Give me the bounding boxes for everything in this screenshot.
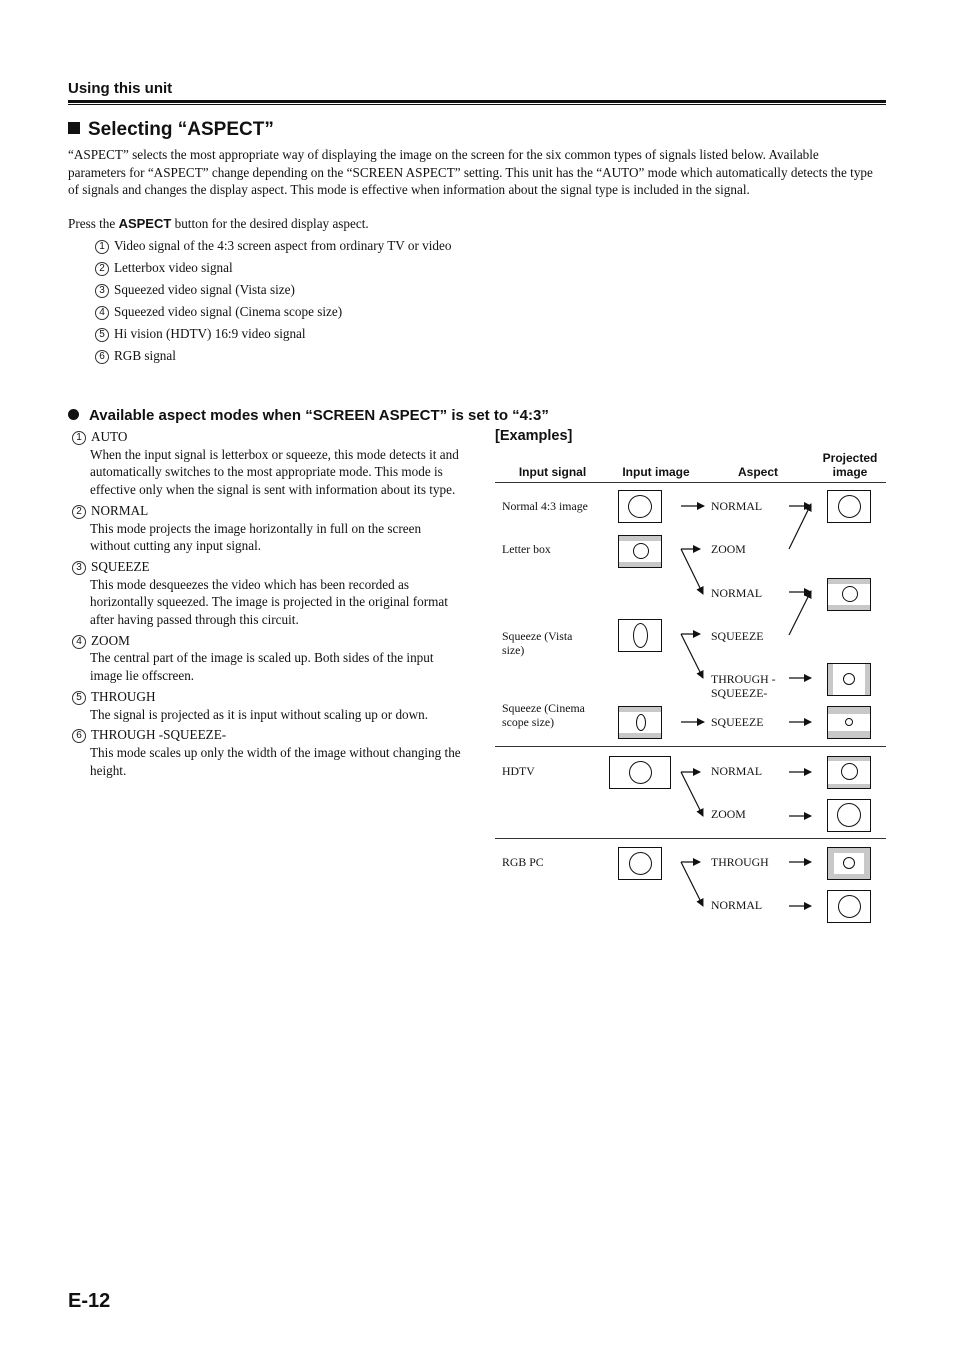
mode-title: THROUGH -SQUEEZE- [91,727,227,743]
mode-desc: When the input signal is letterbox or squeeze, this mode detects it and automatically switches to the most appropriate mode. This mode is effective only when the signal is sent with information about its type. [90,446,459,498]
list-item: 6 RGB signal [95,348,451,370]
list-item: 4 Squeezed video signal (Cinema scope size) [95,304,451,326]
aspect-label-normal: NORMAL [711,586,763,600]
arrow [789,504,811,549]
examples-label: [Examples] [495,428,573,444]
signal-label-letterbox: Letter box [502,542,551,556]
col-header-input-image: Input image [622,465,690,479]
aspect-label-zoom: ZOOM [711,807,746,821]
aspect-label-normal: NORMAL [711,898,763,912]
signal-label-normal43: Normal 4:3 image [502,499,588,513]
arrow [789,591,811,635]
arrow [681,862,703,906]
mode-desc: This mode projects the image horizontally in full on the screen without cutting any input signal. [90,520,422,554]
section-label: Using this unit [68,80,173,97]
intro-paragraph: “ASPECT” selects the most appropriate way of displaying the image on the screen for the six common types of signals listed below. Available parameters for “ASPECT” change depending on the “SCREEN ASPECT” setting. This unit has the “AUTO” mode which automatically detects the type of signals and changes the display aspect. This mode is effective when information about the signal type is included in the signal. [68,147,873,197]
list-item: 3 Squeezed video signal (Vista size) [95,282,451,304]
aspect-label-squeeze: SQUEEZE [711,629,764,643]
list-item: 1 Video signal of the 4:3 screen aspect from ordinary TV or video [95,238,451,260]
page-heading: Selecting “ASPECT” [68,119,274,141]
signal-label-vista: Squeeze (Vista size) [502,629,573,657]
flow-arrows-icon [495,482,886,932]
header-rule [68,100,886,103]
arrow [681,772,703,816]
mode-item: 5 THROUGH The signal is projected as it is input without scaling up or down. [72,688,464,723]
mode-title: ZOOM [91,632,130,648]
mode-item: 2 NORMAL This mode projects the image horizontally in full on the screen without cutting any input signal. [72,502,464,555]
mode-item: 6 THROUGH -SQUEEZE- This mode scales up only the width of the image without changing the height. [72,726,464,779]
arrow [681,549,703,594]
aspect-label-squeeze: SQUEEZE [711,715,764,729]
arrow [681,634,703,678]
signal-label-cinema: Squeeze (Cinema scope size) [502,701,585,729]
aspect-label-normal: NORMAL [711,499,763,513]
aspect-label-through-squeeze: THROUGH -SQUEEZE- [711,672,776,700]
aspect-modes-list [72,428,464,782]
aspect-button-name: ASPECT [118,216,172,231]
mode-title: THROUGH [91,688,156,704]
col-header-aspect: Aspect [737,465,778,479]
signal-label-rgb: RGB PC [502,855,544,869]
square-bullet-icon [68,122,80,134]
col-header-input-signal: Input signal [518,465,587,479]
mode-desc: The signal is projected as it is input without scaling up or down. [90,706,429,722]
signal-label-hdtv: HDTV [502,764,535,778]
modes-subheading: Available aspect modes when “SCREEN ASPECT” is set to “4:3” [68,407,549,424]
aspect-label-zoom: ZOOM [711,542,746,556]
aspect-label-through: THROUGH [711,855,769,869]
press-instruction: Press the ASPECT button for the desired display aspect. [68,216,369,231]
mode-item: 1 AUTO When the input signal is letterbox or squeeze, this mode detects it and automatically switches to the most appropriate mode. This mode is effective only when the signal is sent with information about its type. [72,428,464,499]
list-item: 5 Hi vision (HDTV) 16:9 video signal [95,326,451,348]
bullet-icon [68,409,79,420]
mode-item: 3 SQUEEZE This mode desqueezes the video which has been recorded as horizontally squeezed. The image is projected in the original format after having passed through this circuit. [72,558,464,629]
mode-desc: This mode desqueezes the video which has been recorded as horizontally squeezed. The image is projected in the original format after having passed through this circuit. [90,576,448,628]
mode-title: NORMAL [91,502,149,518]
aspect-label-normal: NORMAL [711,764,763,778]
mode-item: 4 ZOOM The central part of the image is scaled up. Both sides of the input image lie offscreen. [72,632,464,685]
page-number: E-12 [68,1290,111,1312]
mode-title: AUTO [91,429,128,444]
col-header-projected-image: Projected image [822,451,878,479]
list-item: 2 Letterbox video signal [95,260,451,282]
mode-desc: The central part of the image is scaled up. Both sides of the input image lie offscreen. [90,650,434,684]
mode-title: SQUEEZE [91,558,150,574]
signal-type-list [95,238,451,370]
header-rule-thin [68,104,886,105]
mode-desc: This mode scales up only the width of the image without changing the height. [90,744,461,778]
